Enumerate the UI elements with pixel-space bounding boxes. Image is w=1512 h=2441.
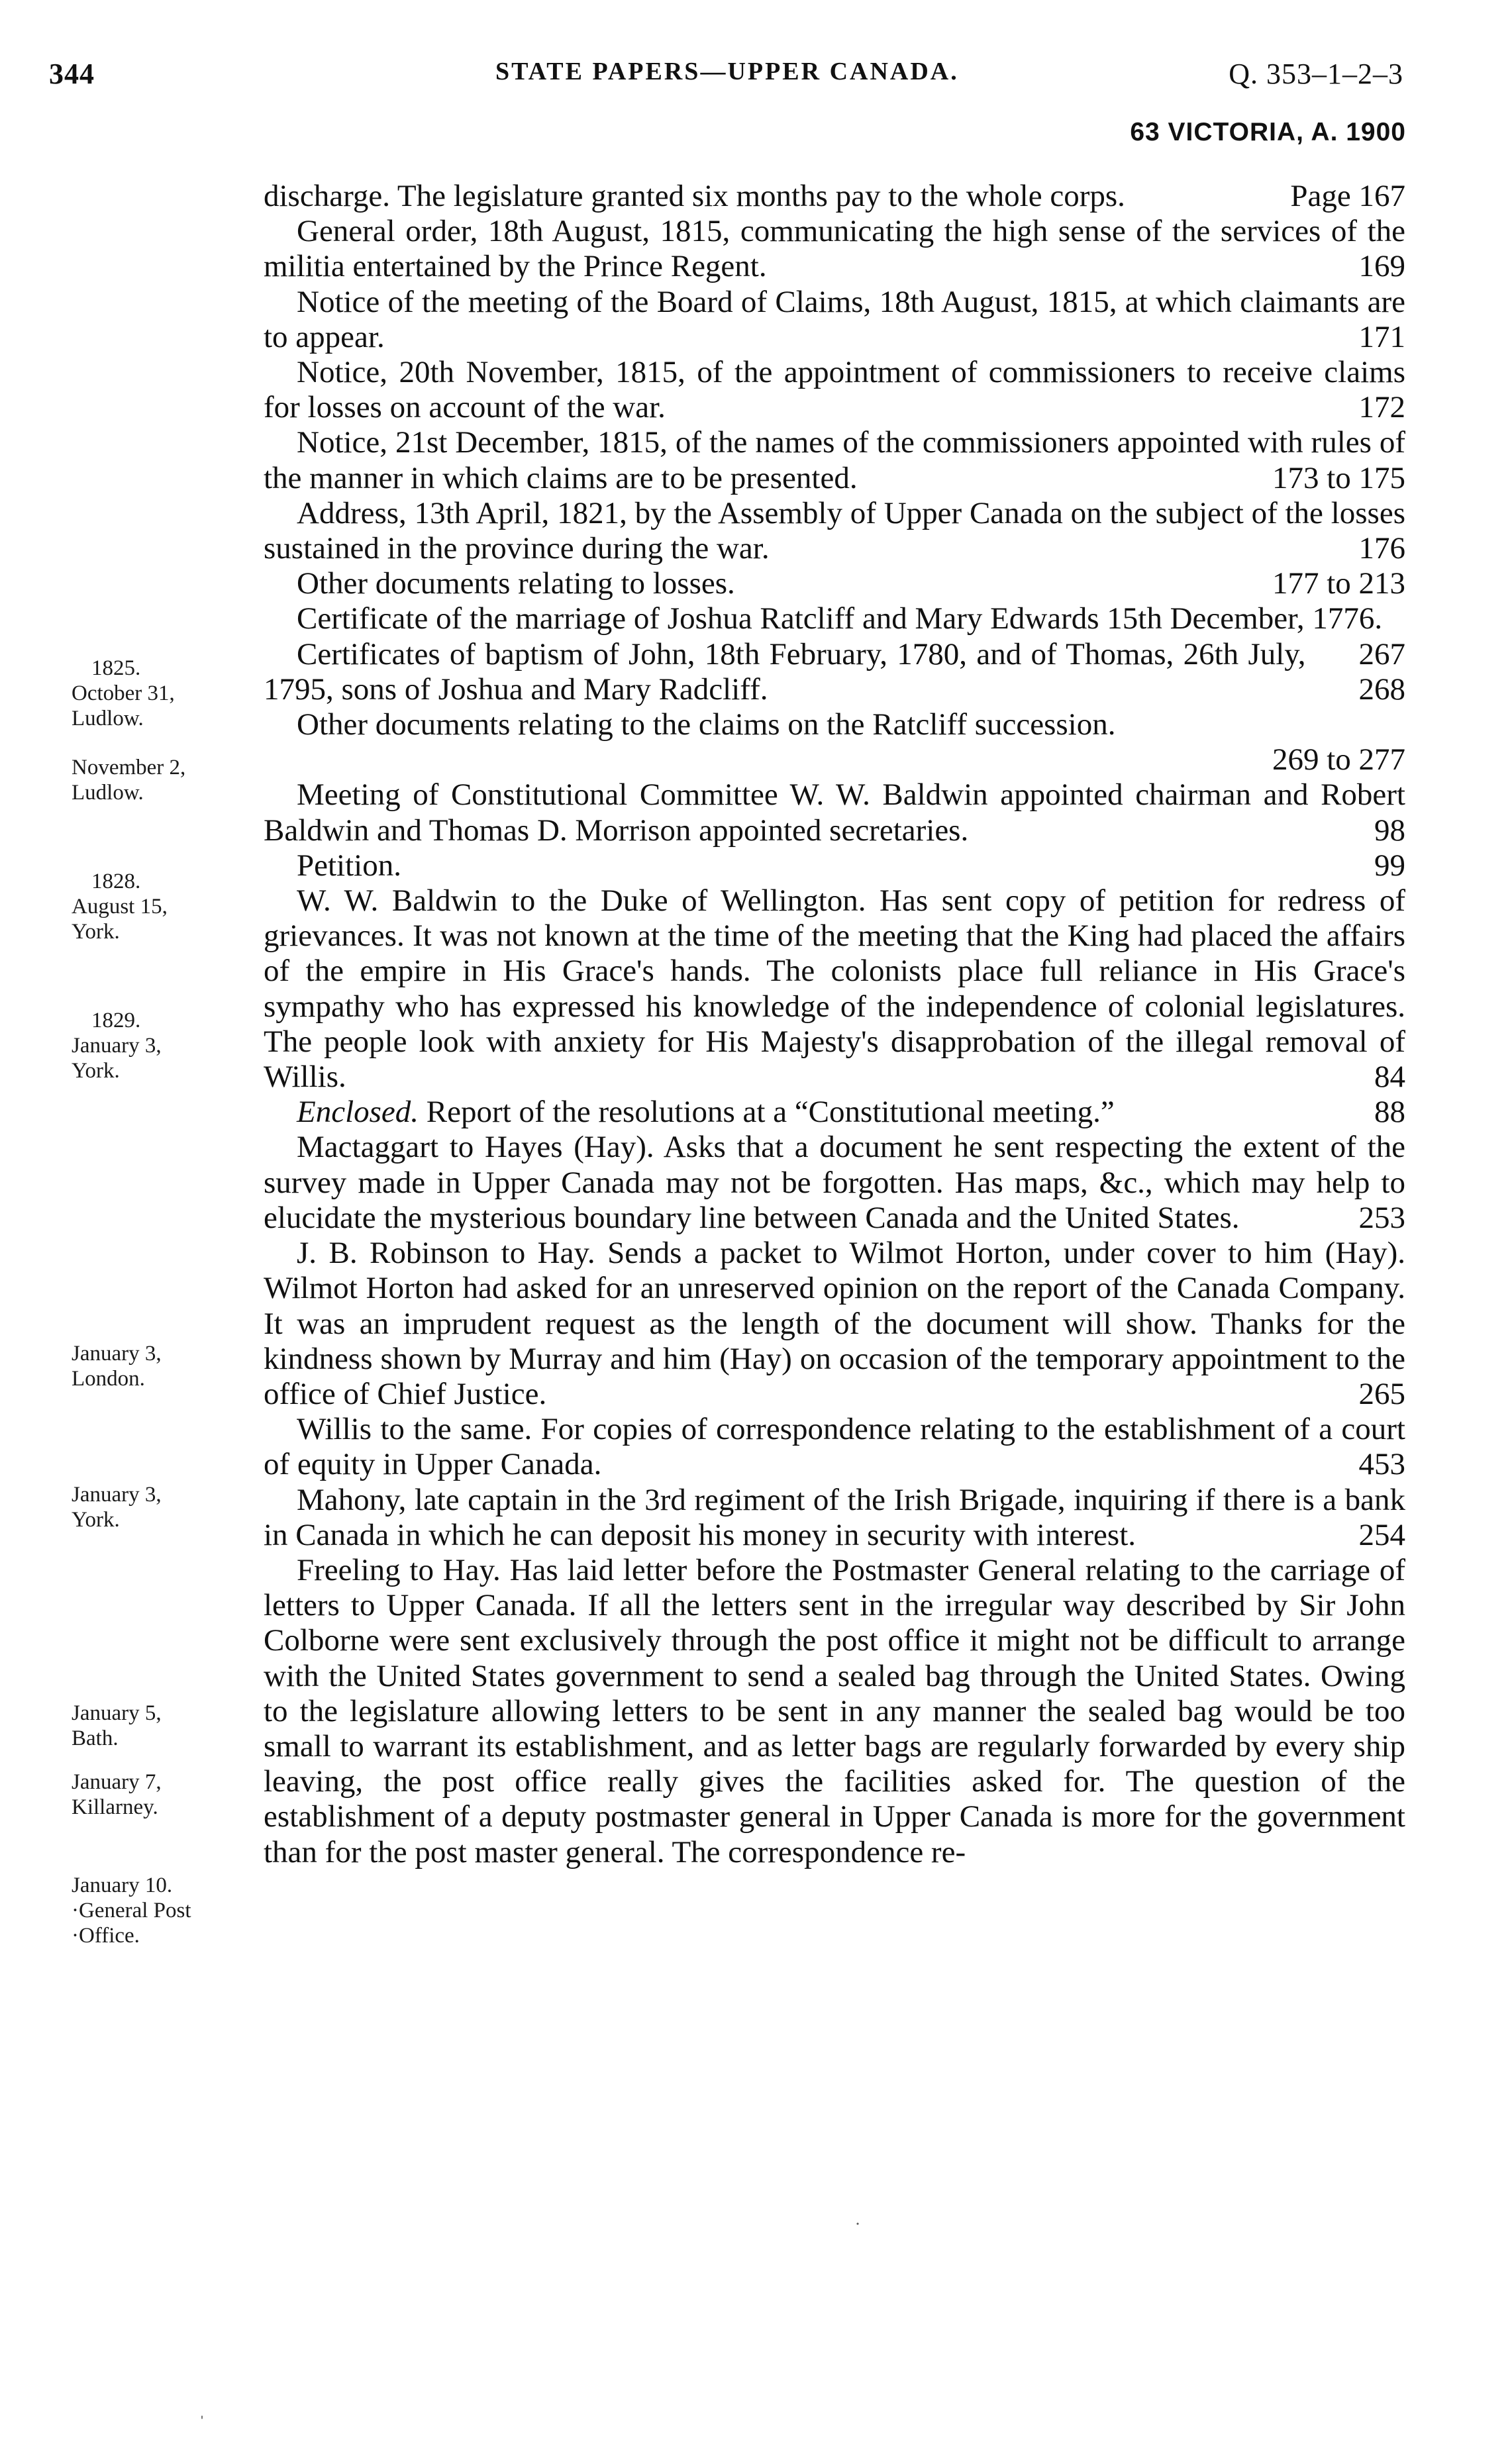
page-ref: 453 [1358, 1447, 1405, 1482]
page-ref: 265 [1358, 1376, 1405, 1411]
page-ref: 269 to 277 [1272, 742, 1405, 777]
margin-date: January 10. [72, 1873, 173, 1897]
margin-place: York. [72, 920, 120, 944]
margin-note [72, 656, 250, 731]
page-ref: 253 [1358, 1200, 1405, 1235]
margin-year: 1825. [91, 656, 141, 680]
page-ref: Page 167 [1290, 179, 1405, 213]
margin-note [72, 1769, 250, 1820]
margin-date: August 15, [72, 895, 168, 919]
entry-text: General order, 18th August, 1815, communicating the high sense of the services of the militia entertained by the Prince Regent. [264, 214, 1405, 284]
page-ref: 176 [1358, 531, 1405, 566]
entry-text: Meeting of Constitutional Committee W. W. Baldwin appointed chairman and Robert Baldwin and Thomas D. Morrison appointed secretaries. [264, 777, 1405, 848]
entry [264, 1412, 1405, 1482]
entry-text: discharge. The legislature granted six months pay to the whole corps. [264, 179, 1125, 213]
print-speck: ˌ [199, 2397, 205, 2419]
entry-text: Freeling to Hay. Has laid letter before the Postmaster General relating to the carriage of letters to Upper Canada. If all the letters sent in the irregular way described by Sir John Colborne were sent exclusively through the post office it might not be difficult to arrange with the United States government to send a sealed bag through the United States. Owing to the legislature allowing letters to be sent in any manner the sealed bag would be too small to warrant its establishment, and as letter bags are regularly forwarded by every ship leaving, the post office really gives the facilities asked for. The question of the establishment of a deputy postmaster general in Upper Canada is more for the government than for the post master general. The correspondence re- [264, 1552, 1405, 1869]
margin-place: London. [72, 1367, 145, 1391]
entry [264, 707, 1405, 742]
entry-text: Certificate of the marriage of Joshua Ratcliff and Mary Edwards 15th December, 1776. [297, 601, 1383, 636]
entry-text: Notice of the meeting of the Board of Claims, 18th August, 1815, at which claimants are to appear. [264, 284, 1405, 354]
calendar-entries [264, 179, 1405, 1870]
entry-text: Notice, 21st December, 1815, of the names of the commissioners appointed with rules of the manner in which claims are to be presented. [264, 425, 1405, 495]
margin-note [72, 1873, 250, 1948]
entry [264, 355, 1405, 425]
margin-note [72, 1341, 250, 1391]
page-ref: 172 [1358, 390, 1405, 425]
entry-text: Other documents relating to the claims on the Ratcliff succession. [297, 707, 1116, 742]
entry [264, 425, 1405, 495]
page-ref: 177 to 213 [1272, 566, 1405, 601]
entry-text: Mahony, late captain in the 3rd regiment of the Irish Brigade, inquiring if there is a bank in Canada in which he can deposit his money in security with interest. [264, 1482, 1405, 1552]
page-ref: 98 [1374, 813, 1405, 848]
margin-place: ·General Post [72, 1899, 191, 1922]
margin-note [72, 1482, 250, 1532]
margin-note [72, 869, 250, 944]
margin-place: York. [72, 1508, 120, 1532]
archive-reference: Q. 353–1–2–3 [1229, 58, 1403, 90]
entry [264, 883, 1405, 1095]
entry [264, 179, 1405, 214]
page-ref: 84 [1374, 1060, 1405, 1095]
entry [264, 566, 1405, 601]
margin-note [72, 1008, 250, 1083]
entry-text: Willis to the same. For copies of correspondence relating to the establishment of a court of equity in Upper Canada. [264, 1412, 1405, 1482]
page-ref: 173 to 175 [1272, 460, 1405, 495]
page-ref: 99 [1374, 848, 1405, 883]
running-title: STATE PAPERS—UPPER CANADA. [495, 58, 959, 85]
print-speck: ˙ [854, 2218, 861, 2240]
margin-date: November 2, [72, 756, 186, 779]
margin-place: Killarney. [72, 1795, 158, 1819]
entry [264, 214, 1405, 284]
entry-text: W. W. Baldwin to the Duke of Wellington. Has sent copy of petition for redress of grievances. It was not known at the time of the meeting that the King had placed the affairs of the empire in His Grace's hands. The colonists place full reliance in His Grace's sympathy who has expressed his knowledge of the independence of colonial legislatures. The people look with anxiety for His Majesty's disapprobation of the illegal removal of Willis. [264, 883, 1405, 1095]
entry-text: J. B. Robinson to Hay. Sends a packet to Wilmot Horton, under cover to him (Hay). Wilmot Horton had asked for an unreserved opinion on the report of the Canada Company. It was an imprudent request as the length of the document will show. Thanks for the kindness shown by Murray and him (Hay) on occasion of the temporary appointment to the office of Chief Justice. [264, 1236, 1405, 1411]
page-ref: 88 [1374, 1095, 1405, 1130]
margin-note [72, 1701, 250, 1751]
page-ref: 254 [1358, 1517, 1405, 1552]
margin-year: 1829. [91, 1009, 141, 1032]
page-number: 344 [49, 58, 95, 90]
margin-date: October 31, [72, 681, 175, 705]
page-ref: 268 [1358, 672, 1405, 707]
entry-text: Notice, 20th November, 1815, of the appointment of commissioners to receive claims for losses on account of the war. [264, 355, 1405, 425]
page-ref: 267 [1358, 636, 1405, 672]
margin-date: January 5, [72, 1701, 162, 1725]
entry-text: Petition. [297, 848, 401, 883]
session-label: 63 VICTORIA, A. 1900 [1130, 118, 1406, 146]
entry-text: Address, 13th April, 1821, by the Assembly of Upper Canada on the subject of the losses sustained in the province during the war. [264, 495, 1405, 566]
margin-date: January 7, [72, 1770, 162, 1794]
entry [264, 1130, 1405, 1236]
entry [264, 848, 1405, 883]
margin-place: Ludlow. [72, 707, 144, 730]
entry-text: Mactaggart to Hayes (Hay). Asks that a document he sent respecting the extent of the survey made in Upper Canada may not be forgotten. Has maps, &c., which may help to elucidate the mysterious boundary line between Canada and the United States. [264, 1130, 1405, 1235]
entry [264, 1236, 1405, 1412]
entry [264, 637, 1405, 707]
entry [264, 496, 1405, 566]
margin-place: Ludlow. [72, 781, 144, 805]
entry-text: Report of the resolutions at a “Constitutional meeting.” [426, 1095, 1115, 1130]
margin-place: York. [72, 1059, 120, 1083]
margin-date: January 3, [72, 1483, 162, 1507]
entry [264, 1095, 1405, 1130]
margin-year: 1828. [91, 870, 141, 893]
enclosed-label: Enclosed. [297, 1095, 419, 1130]
entry [264, 285, 1405, 355]
entry-text: Certificates of baptism of John, 18th February, 1780, and of Thomas, 26th July, 1795, sons of Joshua and Mary Radcliff. [264, 636, 1306, 707]
margin-place: ·Office. [72, 1924, 140, 1948]
margin-note [72, 755, 250, 805]
page-ref: 169 [1358, 249, 1405, 284]
entry [264, 777, 1405, 848]
entry-text: Other documents relating to losses. [297, 566, 735, 601]
margin-place: Bath. [72, 1726, 119, 1750]
page-ref: 171 [1358, 319, 1405, 354]
margin-date: January 3, [72, 1034, 162, 1058]
margin-date: January 3, [72, 1342, 162, 1366]
entry [264, 1553, 1405, 1870]
entry [264, 1483, 1405, 1553]
